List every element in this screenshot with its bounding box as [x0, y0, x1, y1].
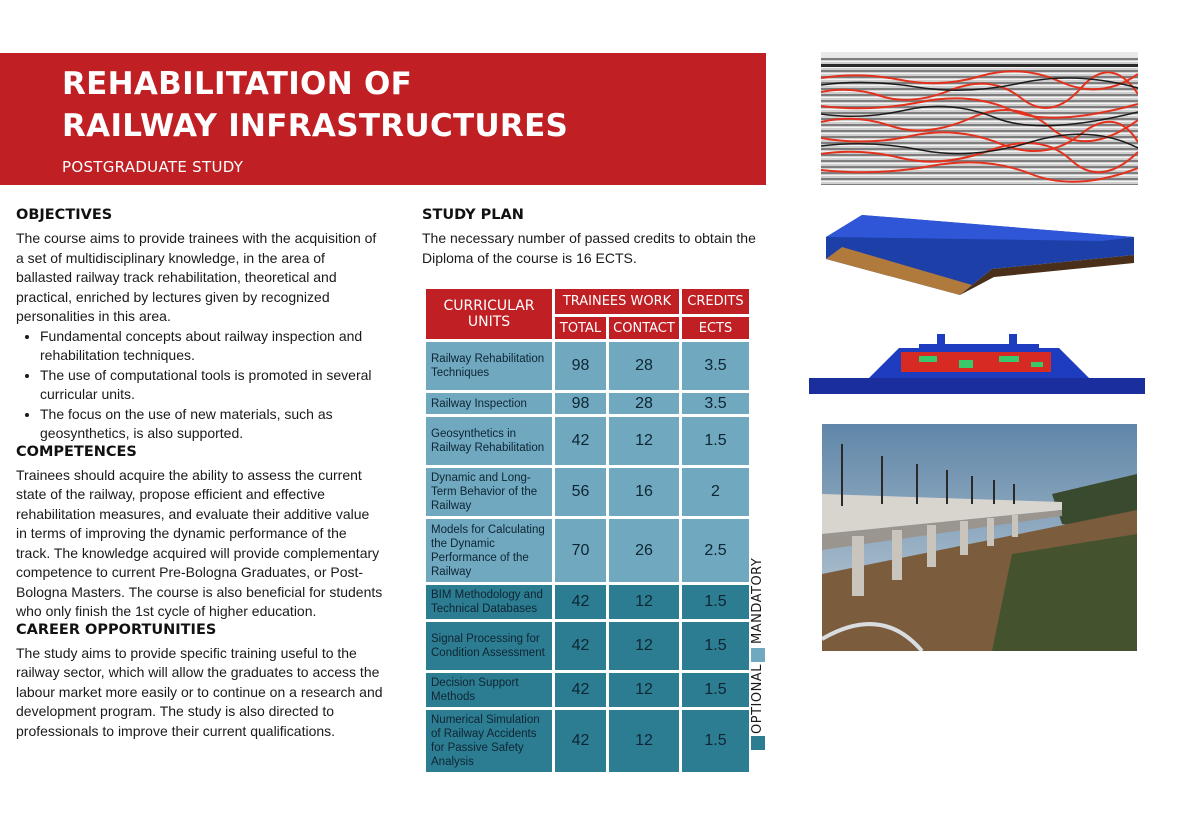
study-plan-section [422, 207, 762, 268]
col-header-credits: CREDITS [682, 289, 749, 314]
career-heading: CAREER OPPORTUNITIES [16, 621, 217, 638]
table-row [426, 710, 749, 772]
col-header-work: TRAINEES WORK [555, 289, 679, 314]
unit-name: Decision Support Methods [426, 673, 552, 707]
contact-hours: 28 [609, 393, 679, 414]
table-row [426, 622, 749, 670]
contact-hours: 12 [609, 673, 679, 707]
study-plan-heading: STUDY PLAN [422, 207, 524, 223]
subtitle: POSTGRADUATE STUDY [62, 158, 244, 176]
table-row [426, 673, 749, 707]
table-row [426, 585, 749, 619]
unit-name: BIM Methodology and Technical Databases [426, 585, 552, 619]
ects-credits: 1.5 [682, 622, 749, 670]
subheader-contact: CONTACT [609, 317, 679, 339]
table-row [426, 468, 749, 516]
track-3d-model-image [822, 207, 1134, 299]
total-hours: 42 [555, 585, 606, 619]
competences-text: Trainees should acquire the ability to assess the current state of the railway, propose efficient and effective rehabilitation measures, and evaluate their additive value in terms of improving the dynamic performance of the track. The knowledge acquired will provide complementary competence to current Pre-Bologna Graduates, or Post-Bologna Masters. The course is also beneficial for students who only finish the 1st cycle of higher education. [16, 466, 383, 619]
contact-hours: 28 [609, 342, 679, 390]
study-plan-text: The necessary number of passed credits to obtain the Diploma of the course is 16 ECTS. [422, 230, 756, 266]
total-hours: 42 [555, 622, 606, 670]
list-item: • The use of computational tools is promoted in several curricular units. [40, 366, 384, 405]
unit-name: Signal Processing for Condition Assessment [426, 622, 552, 670]
unit-name: Railway Inspection [426, 393, 552, 414]
ects-credits: 2 [682, 468, 749, 516]
unit-name: Railway Rehabilitation Techniques [426, 342, 552, 390]
contact-hours: 12 [609, 710, 679, 772]
unit-name: Geosynthetics in Railway Rehabilitation [426, 417, 552, 465]
contact-hours: 16 [609, 468, 679, 516]
subheader-total: TOTAL [555, 317, 606, 339]
fem-mesh-image [809, 330, 1145, 394]
objectives-heading: OBJECTIVES [16, 207, 113, 223]
objectives-list [16, 327, 384, 444]
ects-credits: 3.5 [682, 342, 749, 390]
list-item: • Fundamental concepts about railway inspection and rehabilitation techniques. [40, 327, 384, 366]
contact-hours: 12 [609, 417, 679, 465]
table-row [426, 519, 749, 582]
legend-mandatory-swatch [751, 648, 765, 662]
col-header-units: CURRICULAR UNITS [426, 289, 552, 339]
title-line-2: RAILWAY INFRASTRUCTURES [62, 108, 569, 144]
competences-heading: COMPETENCES [16, 443, 137, 460]
study-plan-table [423, 286, 752, 775]
subheader-ects: ECTS [682, 317, 749, 339]
table-legend [750, 557, 766, 752]
total-hours: 42 [555, 417, 606, 465]
legend-mandatory-label: MANDATORY [750, 557, 765, 644]
left-column [16, 207, 384, 741]
total-hours: 56 [555, 468, 606, 516]
total-hours: 70 [555, 519, 606, 582]
unit-name: Models for Calculating the Dynamic Performance of the Railway [426, 519, 552, 582]
contact-hours: 12 [609, 622, 679, 670]
total-hours: 98 [555, 393, 606, 414]
ects-credits: 1.5 [682, 417, 749, 465]
ects-credits: 1.5 [682, 673, 749, 707]
ects-credits: 2.5 [682, 519, 749, 582]
legend-optional-swatch [751, 736, 765, 750]
career-text: The study aims to provide specific training useful to the railway sector, which will allow the graduates to access the labour market more easily or to continue on a research and development program. The study is also directed to professionals to improve their current qualifications. [16, 644, 383, 739]
table-row [426, 393, 749, 414]
unit-name: Numerical Simulation of Railway Accidents for Passive Safety Analysis [426, 710, 552, 772]
contact-hours: 12 [609, 585, 679, 619]
ects-credits: 3.5 [682, 393, 749, 414]
title-line-1: REHABILITATION OF [62, 66, 413, 102]
objectives-text: The course aims to provide trainees with the acquisition of a set of multidisciplinary knowledge, in the area of ballasted railway track rehabilitation, theoretical and practical, enriched by lectures given by recognized personalities in this area. [16, 230, 377, 324]
legend-optional-label: OPTIONAL [750, 664, 765, 734]
total-hours: 42 [555, 673, 606, 707]
unit-name: Dynamic and Long-Term Behavior of the Railway [426, 468, 552, 516]
list-item: • The focus on the use of new materials, such as geosynthetics, is also supported. [40, 405, 384, 444]
railway-viaduct-photo [822, 424, 1137, 651]
title-banner [0, 53, 766, 185]
gpr-radargram-image [821, 52, 1138, 185]
table-row [426, 342, 749, 390]
table-row [426, 417, 749, 465]
ects-credits: 1.5 [682, 585, 749, 619]
contact-hours: 26 [609, 519, 679, 582]
total-hours: 42 [555, 710, 606, 772]
total-hours: 98 [555, 342, 606, 390]
ects-credits: 1.5 [682, 710, 749, 772]
